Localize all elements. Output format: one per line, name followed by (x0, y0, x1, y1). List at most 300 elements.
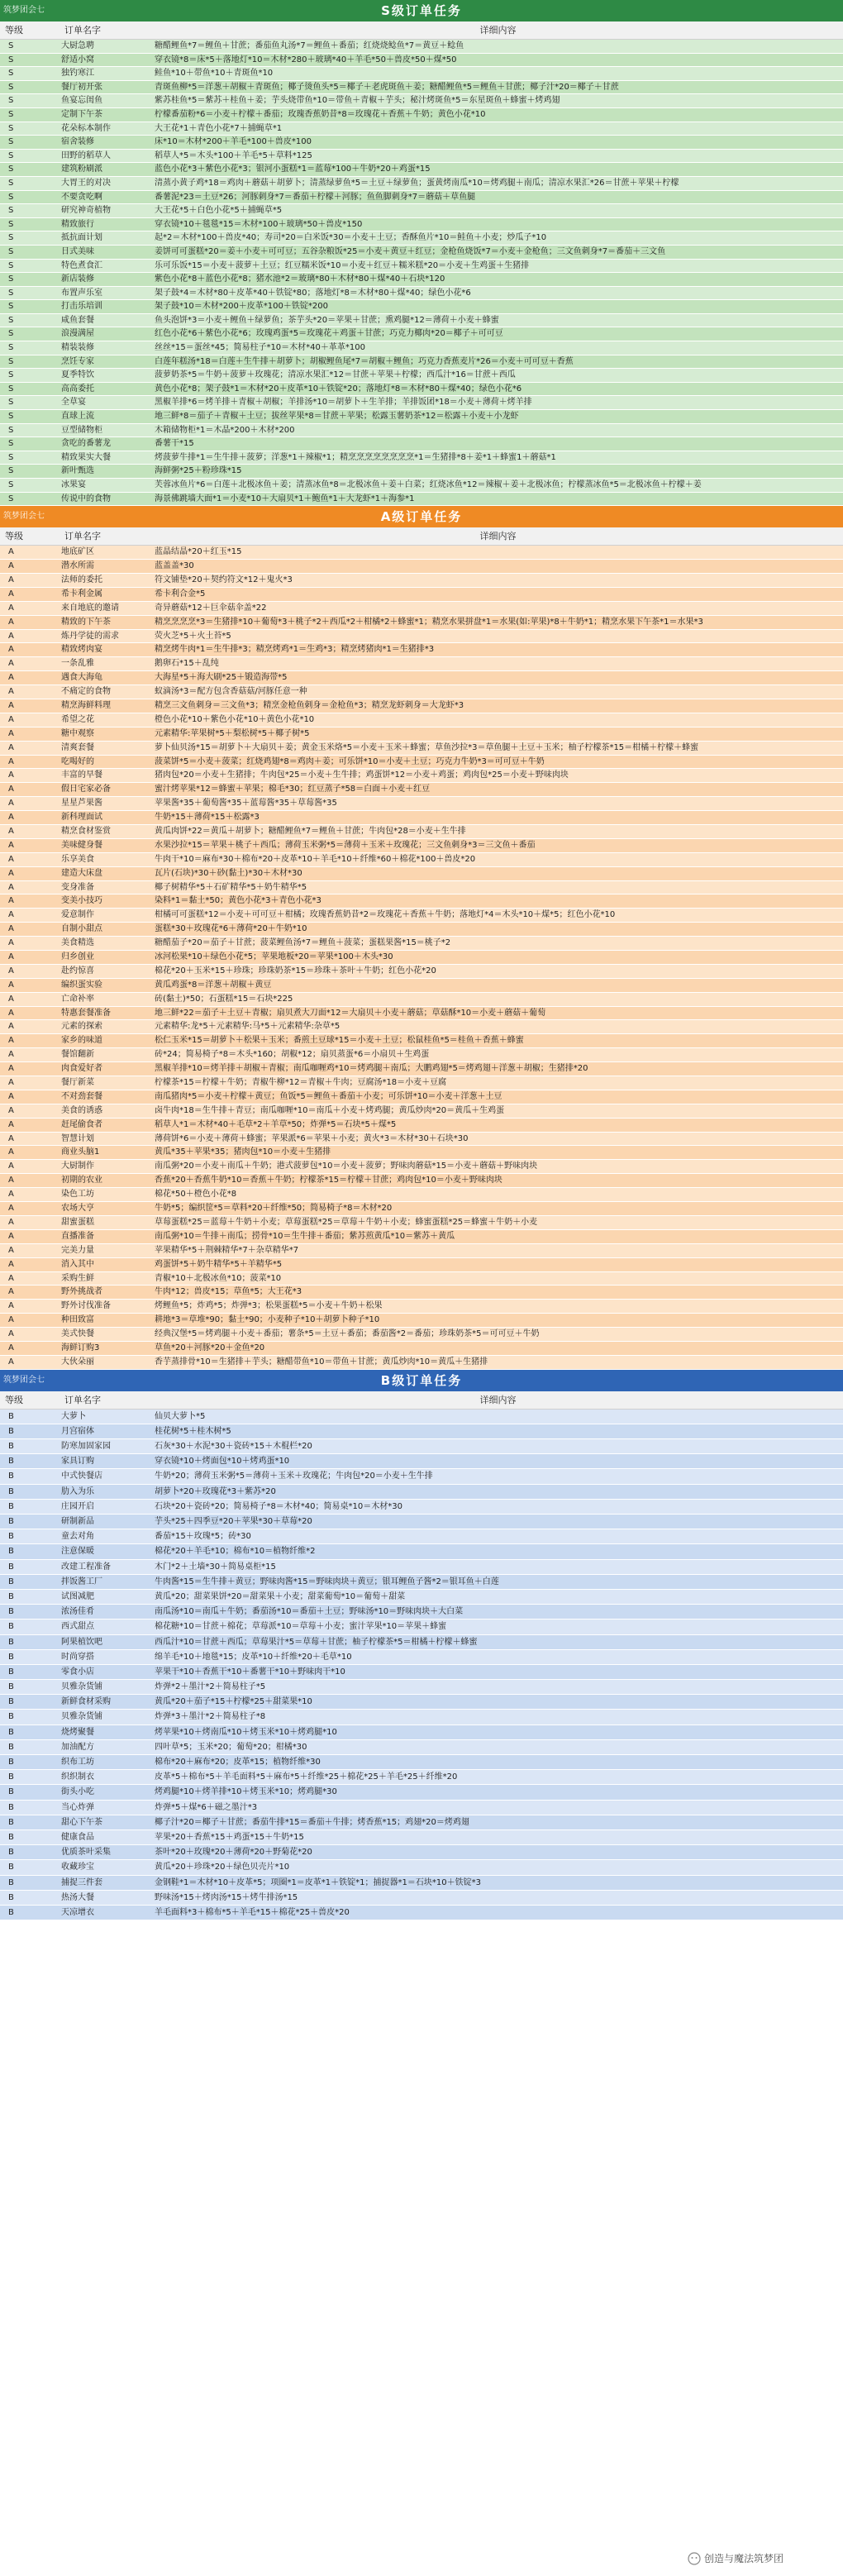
order-level: S (8, 165, 14, 174)
table-row (0, 1485, 843, 1500)
order-name: 加油配方 (61, 1742, 94, 1752)
table-row (0, 1090, 843, 1104)
table-row (0, 853, 843, 867)
order-name: 甜蜜蛋糕 (61, 1217, 94, 1227)
order-level: S (8, 219, 14, 229)
order-detail: 稻草人*1＝木材*40＋毛草*2＋羊草*50；炸弹*5＝石块*5＋煤*5 (155, 1119, 397, 1129)
order-detail: 黄色小花*8；架子鼓*1＝木材*20＋皮革*10＋铁锭*20；落地灯*8＝木材*80＋煤*40；绿色小花*6 (155, 384, 522, 394)
table-row (0, 685, 843, 699)
order-detail: 南瓜粥*10＝牛排＋南瓜；捞骨*10＝生牛排＋番茄；紫苏煎黄瓜*10＝紫苏＋黄瓜 (155, 1231, 455, 1241)
order-level: S (8, 343, 14, 353)
order-level: B (8, 1863, 14, 1872)
order-name: 贝雅杂货铺 (61, 1682, 102, 1692)
tier-title-text: A级订单任务 (380, 509, 463, 525)
order-level: S (8, 480, 14, 489)
order-level: A (8, 1357, 14, 1367)
order-detail: 烤苹果*10＋烤南瓜*10＋烤玉米*10＋烤鸡腿*10 (155, 1727, 337, 1737)
order-name: 爱意制作 (61, 910, 94, 920)
order-level: A (8, 714, 14, 724)
order-name: 精装装修 (61, 343, 94, 353)
order-detail: 羊毛面料*3＋棉布*5＋羊毛*15＋棉花*25＋兽皮*20 (155, 1907, 350, 1917)
order-level: A (8, 1091, 14, 1101)
order-level: S (8, 370, 14, 380)
order-level: A (8, 742, 14, 752)
table-row (0, 327, 843, 341)
order-level: A (8, 813, 14, 823)
table-row (0, 1906, 843, 1920)
table-row (0, 993, 843, 1007)
table-row (0, 1300, 843, 1314)
table-row (0, 1575, 843, 1590)
order-name: 初期的农业 (61, 1176, 102, 1185)
table-row (0, 1314, 843, 1328)
order-level: A (8, 687, 14, 697)
order-level: A (8, 785, 14, 794)
order-level: A (8, 1315, 14, 1325)
order-name: 烹饪专家 (61, 356, 94, 366)
table-row (0, 1710, 843, 1724)
header-detail: 详细内容 (479, 531, 517, 542)
order-name: 星星芦果酱 (61, 799, 102, 809)
header-name: 订单名字 (64, 531, 101, 542)
order-name: 豆型储物柜 (61, 425, 102, 435)
order-name: 浓汤佳肴 (61, 1607, 94, 1617)
order-name: 丰富的早餐 (61, 770, 102, 780)
table-row (0, 560, 843, 574)
order-level: A (8, 840, 14, 850)
tier-s-title (0, 0, 843, 21)
order-name: 直播准备 (61, 1231, 94, 1241)
order-name: 赴约惊喜 (61, 966, 94, 976)
order-level: A (8, 799, 14, 809)
order-detail: 香蕉*20＋香蕉牛奶*10＝香蕉＋牛奶；柠檬茶*15＝柠檬＋甘蔗；鸡肉包*10＝小麦＋野味肉块 (155, 1176, 502, 1185)
order-detail: 丝丝*15＝蛋丝*45；简易柱子*10＝木材*40＋革革*100 (155, 343, 365, 353)
order-level: A (8, 756, 14, 766)
order-detail: 鸡蛋饼*5＋奶牛精华*5＋羊精华*5 (155, 1259, 283, 1269)
table-row (0, 1244, 843, 1258)
order-name: 餐厅初开张 (61, 82, 102, 92)
order-detail: 地三鲜*22＝茄子＋土豆＋青椒；扇贝煮大刀面*12＝大扇贝＋小麦＋蘑菇；草菇酥*10＝小麦＋蘑菇＋葡萄 (155, 1008, 546, 1018)
table-row (0, 616, 843, 630)
order-detail: 炸弹*5＋煤*6＋磁之墨汁*3 (155, 1802, 258, 1812)
order-level: A (8, 575, 14, 584)
order-detail: 穿衣镜*10＋毯毯*15＝木材*100＋玻璃*50＋兽皮*150 (155, 219, 363, 229)
table-row (0, 588, 843, 602)
order-level: B (8, 1652, 14, 1662)
table-row (0, 1410, 843, 1424)
order-level: A (8, 827, 14, 836)
order-name: 田野的稻草人 (61, 150, 111, 160)
tier-b-title (0, 1370, 843, 1391)
tier-title-text: B级订单任务 (380, 1372, 463, 1388)
table-row (0, 1202, 843, 1216)
table-row (0, 1891, 843, 1906)
order-detail: 苹果干*10＋香蕉干*10＋番薯干*10＋野味肉干*10 (155, 1667, 345, 1677)
order-level: B (8, 1758, 14, 1767)
order-detail: 砖(黏土)*50；石蛋糕*15＝石块*225 (155, 994, 293, 1004)
table-row (0, 602, 843, 616)
order-detail: 牛肉*12；兽皮*15；草鱼*5；大王花*3 (155, 1287, 302, 1297)
order-detail: 柠檬番茄粉*6＝小麦＋柠檬＋番茄；玫瑰香蕉奶昔*8＝玫瑰花＋香蕉＋牛奶；黄色小花*10 (155, 109, 486, 119)
order-level: S (8, 398, 14, 408)
order-level: B (8, 1591, 14, 1601)
order-level: S (8, 109, 14, 119)
order-level: A (8, 770, 14, 780)
table-row (0, 218, 843, 232)
order-level: A (8, 1162, 14, 1171)
order-name: 不对劲套餐 (61, 1091, 102, 1101)
order-name: 建造大床盘 (61, 868, 102, 878)
table-row (0, 1876, 843, 1891)
order-level: S (8, 329, 14, 339)
order-detail: 架子鼓*4＝木材*80＋皮革*40＋铁锭*80；落地灯*8＝木材*80＋煤*40；绿色小花*6 (155, 288, 471, 298)
order-detail: 棉布*20＋麻布*20；皮革*15；植物纤维*30 (155, 1758, 321, 1767)
order-name: 赶尾偷食者 (61, 1119, 102, 1129)
order-name: 花朵标本制作 (61, 123, 111, 133)
order-name: 美味健身餐 (61, 840, 102, 850)
order-level: A (8, 1036, 14, 1046)
order-level: B (8, 1442, 14, 1452)
table-row (0, 1020, 843, 1034)
order-level: S (8, 315, 14, 325)
order-detail: 红色小花*6＋紫色小花*6；玫瑰鸡蛋*5＝玫瑰花＋鸡蛋＋甘蔗；巧克力椰肉*20＝椰子＋可可豆 (155, 329, 503, 339)
table-row (0, 1695, 843, 1710)
table-row (0, 783, 843, 797)
order-level: B (8, 1817, 14, 1827)
order-level: S (8, 274, 14, 284)
order-level: A (8, 1245, 14, 1255)
table-row (0, 314, 843, 328)
order-detail: 架子鼓*10＝木材*200＋皮革*100＋铁锭*200 (155, 302, 328, 312)
order-detail: 牛肉酱*15＝生牛排＋黄豆；野味肉酱*15＝野味肉块＋黄豆；银耳鲤鱼子酱*2＝银耳鱼＋白莲 (155, 1577, 499, 1586)
order-level: A (8, 1343, 14, 1352)
order-level: B (8, 1772, 14, 1782)
order-detail: 卤牛肉*18＝生牛排＋青豆；南瓜咖喱*10＝南瓜＋小麦＋烤鸡腿；黄瓜炒肉*20＝黄瓜＋生鸡蛋 (155, 1105, 505, 1115)
order-detail: 橙色小花*10＋紫色小花*10＋黄色小花*10 (155, 714, 315, 724)
order-level: B (8, 1577, 14, 1586)
order-detail: 薄荷饼*6＝小麦＋薄荷＋蜂蜜；苹果派*6＝苹果＋小麦；黄火*3＝木材*30＋石块*30 (155, 1133, 469, 1143)
order-detail: 茶叶*20＋玫瑰*20＋薄荷*20＋野菊花*20 (155, 1848, 312, 1858)
order-detail: 猪肉包*20＝小麦＋生猪排；牛肉包*25＝小麦＋生牛排；鸡蛋饼*12＝小麦＋鸡蛋；鸡肉包*25＝小麦＋野味肉块 (155, 770, 569, 780)
header-name: 订单名字 (64, 1394, 101, 1405)
order-name: 精致旅行 (61, 219, 94, 229)
table-row (0, 369, 843, 383)
watermark (688, 2551, 783, 2565)
table-row (0, 881, 843, 895)
table-row (0, 713, 843, 727)
order-name: 健康食品 (61, 1832, 94, 1842)
table-row (0, 671, 843, 685)
tier-b-section (0, 1370, 843, 1920)
order-detail: 柠檬茶*15＝柠檬＋牛奶；青椒牛柳*12＝青椒＋牛肉；豆腐汤*18＝小麦＋豆腐 (155, 1078, 447, 1088)
order-detail: 元素精华:苹果树*5＋梨松树*5＋椰子树*5 (155, 728, 310, 738)
order-name: 遇食大海龟 (61, 673, 102, 683)
table-row (0, 1007, 843, 1021)
order-name: 餐厅新菜 (61, 1078, 94, 1088)
table-row (0, 965, 843, 979)
order-level: S (8, 192, 14, 202)
order-level: B (8, 1426, 14, 1436)
order-detail: 西瓜汁*10＝甘蔗＋西瓜；草莓果汁*5＝草莓＋甘蔗；柚子柠檬茶*5＝柑橘＋柠檬＋蜂蜜 (155, 1637, 478, 1647)
tier-s-section (0, 0, 843, 506)
table-row (0, 1216, 843, 1230)
header-name: 订单名字 (64, 25, 101, 36)
tier-badge: 筑梦团会七 (3, 512, 45, 522)
order-detail: 番薯泥*23＝土豆*26；河豚刺身*7＝番茄＋柠檬＋河豚；鱼鱼脚刺身*7＝蘑菇＋草鱼腿 (155, 192, 476, 202)
order-detail: 大海星*5＋海大刷*25＋锻造海带*5 (155, 673, 288, 683)
table-row (0, 1845, 843, 1860)
table-row (0, 1146, 843, 1160)
tier-a-section (0, 506, 843, 1370)
order-detail: 砖*24；简易椅子*8＝木头*160；胡椒*12；扇贝蒸蛋*6＝小扇贝＋生鸡蛋 (155, 1050, 430, 1060)
order-detail: 经典汉堡*5＝烤鸡腿＋小麦＋番茄；薯条*5＝土豆＋番茄；番茄酱*2＝番茄；珍珠奶茶*5＝可可豆＋牛奶 (155, 1329, 540, 1339)
order-level: S (8, 439, 14, 449)
order-name: 收藏珍宝 (61, 1863, 94, 1872)
order-detail: 棉花*20＋玉米*15＋珍珠；珍珠奶茶*15＝珍珠＋茶叶＋牛奶；红色小花*20 (155, 966, 436, 976)
order-level: B (8, 1682, 14, 1692)
order-name: 特色煮食汇 (61, 260, 102, 270)
order-name: 不痛定的食物 (61, 687, 111, 697)
order-level: S (8, 246, 14, 256)
order-detail: 鹅卵石*15＋乱纯 (155, 659, 219, 669)
table-row (0, 341, 843, 355)
order-level: B (8, 1532, 14, 1542)
order-detail: 精烹烹烹烹*3＝生猪排*10＋葡萄*3＋桃子*2＋西瓜*2＋柑橘*2＋蜂蜜*1；精烹水果拼盘*1＝水果(如:苹果)*8＋牛奶*1；精烹水果下午茶*1＝水果*3 (155, 617, 703, 627)
table-row (0, 451, 843, 465)
order-level: A (8, 1231, 14, 1241)
table-row (0, 136, 843, 150)
table-row (0, 1342, 843, 1356)
order-detail: 棉花糖*10＝甘蔗＋棉花；草莓派*10＝草莓＋小麦；蜜汁苹果*10＝苹果＋蜂蜜 (155, 1622, 447, 1632)
order-name: 零食小店 (61, 1667, 94, 1677)
order-detail: 棉花*20＋羊毛*10；棉布*10＝植物纤维*2 (155, 1547, 316, 1557)
order-level: S (8, 356, 14, 366)
order-level: A (8, 994, 14, 1004)
order-level: S (8, 466, 14, 476)
order-detail: 荧火芝*5＋火土苔*5 (155, 631, 231, 641)
order-level: S (8, 452, 14, 462)
order-name: 野外讨伐准备 (61, 1301, 111, 1311)
order-detail: 南瓜汤*10＝南瓜＋牛奶；番茄汤*10＝番茄＋土豆；野味汤*10＝野味肉块＋大白菜 (155, 1607, 464, 1617)
order-detail: 蓝盖盖*30 (155, 561, 194, 571)
order-detail: 芋头*25＋四季豆*20＋苹果*30＋草莓*20 (155, 1517, 312, 1527)
order-name: 地底矿区 (61, 547, 94, 557)
order-name: 精致烤肉宴 (61, 645, 102, 655)
order-name: 冰果宴 (61, 480, 86, 489)
order-name: 捕捉三件套 (61, 1877, 102, 1887)
order-level: A (8, 1176, 14, 1185)
order-detail: 符文铺垫*20＋契约符文*12＋鬼火*3 (155, 575, 293, 584)
table-row (0, 204, 843, 218)
header-level: 等级 (5, 25, 23, 36)
table-row (0, 1801, 843, 1815)
table-row (0, 1272, 843, 1286)
order-detail: 黄瓜鸡蛋*8＝洋葱＋胡椒＋黄豆 (155, 980, 272, 990)
order-level: B (8, 1547, 14, 1557)
table-row (0, 797, 843, 811)
order-name: 西式甜点 (61, 1622, 94, 1632)
table-row (0, 727, 843, 742)
order-name: 当心炸弹 (61, 1802, 94, 1812)
order-detail: 元素精华:龙*5＋元素精华:马*5＋元素精华:杂草*5 (155, 1022, 341, 1032)
table-row (0, 1258, 843, 1272)
table-row (0, 1650, 843, 1665)
table-row (0, 923, 843, 937)
order-detail: 糖醋茄子*20＝茄子＋甘蔗；菠菜鲤鱼汤*7＝鲤鱼＋菠菜；蛋糕果酱*15＝桃子*2 (155, 938, 451, 948)
order-detail: 青椒*10＋北极冰鱼*10；菠菜*10 (155, 1273, 282, 1283)
order-level: A (8, 1008, 14, 1018)
order-name: 贝雅杂货铺 (61, 1712, 102, 1722)
order-name: 商业头脑1 (61, 1147, 100, 1157)
order-level: A (8, 1204, 14, 1214)
order-detail: 蓝晶结晶*20＋红玉*15 (155, 547, 242, 557)
order-detail: 希卡利合金*5 (155, 589, 206, 599)
table-row (0, 287, 843, 301)
order-level: A (8, 1119, 14, 1129)
order-level: S (8, 260, 14, 270)
order-name: 假日宅家必备 (61, 785, 111, 794)
order-name: 清爽套餐 (61, 742, 94, 752)
order-detail: 蓝色小花*3＋紫色小花*3；银河小蛋糕*1＝蓝莓*100＋牛奶*20＋鸡蛋*15 (155, 165, 431, 174)
order-level: A (8, 1190, 14, 1200)
order-detail: 糖醋鲤鱼*7＝鲤鱼＋甘蔗；番茄鱼丸汤*7＝鲤鱼＋番茄；红烧烧鲶鱼*7＝黄豆＋鲶鱼 (155, 41, 464, 50)
order-name: 完美力量 (61, 1245, 94, 1255)
order-name: 抵抗面计划 (61, 233, 102, 243)
table-row (0, 1755, 843, 1770)
order-name: 传说中的食物 (61, 494, 111, 503)
order-detail: 松仁玉米*15＝胡萝卜＋松果＋玉米；番煎土豆球*15＝小麦＋土豆；松鼠桂鱼*5＝桂鱼＋香蕉＋蜂蜜 (155, 1036, 524, 1046)
table-row (0, 1605, 843, 1620)
table-row (0, 191, 843, 205)
order-name: 法师的委托 (61, 575, 102, 584)
order-name: 大厨急聘 (61, 41, 94, 50)
order-name: 防寒加固家园 (61, 1442, 111, 1452)
order-level: S (8, 233, 14, 243)
order-level: B (8, 1501, 14, 1511)
order-level: A (8, 1133, 14, 1143)
order-name: 全草宴 (61, 398, 86, 408)
table-row (0, 1770, 843, 1785)
table-row (0, 1034, 843, 1048)
order-level: S (8, 178, 14, 188)
table-row (0, 300, 843, 314)
table-row (0, 742, 843, 756)
table-row (0, 937, 843, 951)
order-name: 注意保暖 (61, 1547, 94, 1557)
table-row (0, 1424, 843, 1439)
table-row (0, 979, 843, 993)
table-row (0, 643, 843, 657)
table-row (0, 574, 843, 588)
order-name: 贪吃的番薯龙 (61, 439, 111, 449)
order-detail: 稻草人*5＝木头*100＋羊毛*5＋草料*125 (155, 150, 312, 160)
order-detail: 姜饼可可蛋糕*20＝姜＋小麦＋可可豆；五谷杂粮饭*25＝小麦＋黄豆＋红豆；金枪鱼烧饭*7＝小麦＋金枪鱼；三文鱼刺身*7＝番茄＋三文鱼 (155, 246, 666, 256)
table-row (0, 1230, 843, 1244)
order-level: A (8, 561, 14, 571)
order-detail: 草莓蛋糕*25＝蓝莓＋牛奶＋小麦；草莓蛋糕*25＝草莓＋牛奶＋小麦；蜂蜜蛋糕*25＝蜂蜜＋牛奶＋小麦 (155, 1217, 538, 1227)
table-row (0, 1286, 843, 1300)
order-detail: 番薯干*15 (155, 439, 194, 449)
table-row (0, 699, 843, 713)
order-name: 打击乐培训 (61, 302, 102, 312)
order-name: 潜水所需 (61, 561, 94, 571)
order-detail: 冰河松果*10＋绿色小花*5；苹果地板*20＝苹果*100＋木头*30 (155, 952, 393, 962)
order-detail: 仙贝大萝卜*5 (155, 1411, 206, 1421)
order-level: S (8, 412, 14, 422)
order-level: A (8, 924, 14, 934)
order-level: A (8, 1050, 14, 1060)
order-name: 鱼宴忘闺鱼 (61, 96, 102, 106)
order-level: B (8, 1787, 14, 1797)
order-detail: 黄瓜*35＋苹果*35；猪肉包*10＝小麦＋生猪排 (155, 1147, 331, 1157)
order-level: S (8, 96, 14, 106)
order-detail: 四叶草*5；玉米*20；葡萄*20；柑橘*30 (155, 1742, 307, 1752)
header-level: 等级 (5, 1394, 23, 1405)
table-row (0, 177, 843, 191)
order-name: 街头小吃 (61, 1787, 94, 1797)
order-detail: 草鱼*20＋河豚*20＋金鱼*20 (155, 1343, 265, 1352)
table-row (0, 1160, 843, 1174)
order-detail: 黑椒羊排*6＝烤羊排＋青椒＋胡椒；羊排汤*10＝胡萝卜＋生羊排；羊排饭团*18＝小麦＋薄荷＋烤羊排 (155, 398, 532, 408)
order-detail: 苹果精华*5＋荆棘精华*7＋杂草精华*7 (155, 1245, 299, 1255)
order-level: A (8, 1329, 14, 1339)
order-detail: 清蒸小黄子鸡*18＝鸡肉＋蘑菇＋胡萝卜；清蒸绿萝鱼*5＝土豆＋绿萝鱼；蛋黄烤南瓜*10＝烤鸡腿＋南瓜；清凉水果汇*26＝甘蔗＋苹果＋柠檬 (155, 178, 679, 188)
order-detail: 炸弹*2＋墨汁*2＋简易柱子*5 (155, 1682, 266, 1692)
table-row (0, 1515, 843, 1529)
table-row (0, 81, 843, 95)
order-level: A (8, 882, 14, 892)
order-level: A (8, 966, 14, 976)
order-level: B (8, 1562, 14, 1572)
table-row (0, 909, 843, 923)
order-level: B (8, 1802, 14, 1812)
order-detail: 牛奶*20；薄荷玉米粥*5＝薄荷＋玉米＋玫瑰花；牛肉包*20＝小麦＋生牛排 (155, 1472, 433, 1481)
order-name: 研制新品 (61, 1517, 94, 1527)
order-name: 精致的下午茶 (61, 617, 111, 627)
table-row (0, 951, 843, 965)
table-row (0, 1076, 843, 1090)
header-level: 等级 (5, 531, 23, 542)
order-detail: 奇异蘑菇*12＋巨伞菇伞盖*22 (155, 603, 267, 613)
order-name: 咸鱼套餐 (61, 315, 94, 325)
order-name: 建筑粉刷派 (61, 165, 102, 174)
order-level: B (8, 1637, 14, 1647)
order-name: 种田致富 (61, 1315, 94, 1325)
table-row (0, 231, 843, 246)
table-row (0, 1560, 843, 1575)
order-detail: 菠菜饼*5＝小麦＋菠菜；红烧鸡翅*8＝鸡肉＋姜；可乐饼*10＝小麦＋土豆；巧克力牛奶*3＝可可豆＋牛奶 (155, 756, 545, 766)
table-row (0, 1725, 843, 1740)
order-detail: 金钢鞋*1＝木材*10＋皮革*5；项圈*1＝皮革*1＋铁锭*1；捕捉器*1＝石块*10＋铁锭*3 (155, 1877, 481, 1887)
order-name: 染色工坊 (61, 1190, 94, 1200)
order-name: 大伙朵丽 (61, 1357, 94, 1367)
order-name: 编织蛋实验 (61, 980, 102, 990)
order-name: 研究神奇植物 (61, 206, 111, 216)
order-level: S (8, 302, 14, 312)
order-name: 家乡的味道 (61, 1036, 102, 1046)
order-name: 美食的诱惑 (61, 1105, 102, 1115)
order-level: A (8, 547, 14, 557)
order-level: A (8, 896, 14, 906)
table-row (0, 1048, 843, 1062)
order-detail: 大王花*1＋青色小花*7＋捕蝇草*1 (155, 123, 283, 133)
order-detail: 鲑鱼*10＋带鱼*10＋青斑鱼*10 (155, 69, 274, 79)
table-row (0, 67, 843, 81)
order-detail: 瓦片(石块)*30＋砂(黏土)*30＋木材*30 (155, 868, 302, 878)
order-name: 童去对角 (61, 1532, 94, 1542)
order-detail: 起*2＝木材*100＋兽皮*40；寿司*20＝白米饭*30＝小麦＋土豆；香酥鱼片*10＝鲑鱼＋小麦；炒瓜子*10 (155, 233, 547, 243)
table-row (0, 94, 843, 108)
